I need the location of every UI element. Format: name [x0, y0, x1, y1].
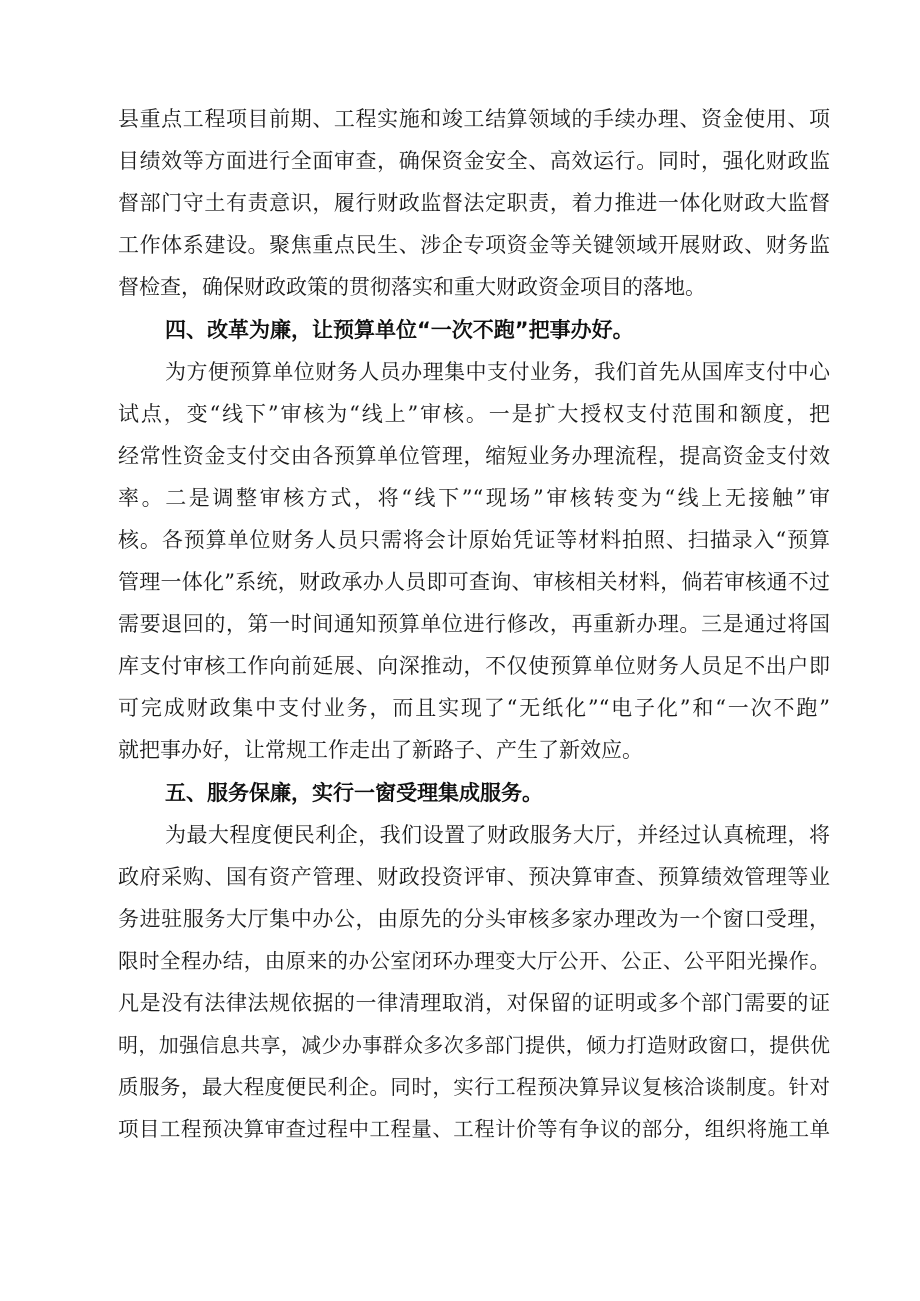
text-line: 督检查，确保财政政策的贯彻落实和重大财政资金项目的落地。 — [118, 275, 706, 299]
text-line: 经常性资金支付交由各预算单位管理，缩短业务办理流程，提高资金支付效 — [118, 444, 830, 468]
text-line: 督部门守土有责意识，履行财政监督法定职责，着力推进一体化财政大监督 — [118, 191, 830, 215]
text-line: 务进驻服务大厅集中办公，由原先的分头审核多家办理改为一个窗口受理， — [118, 907, 830, 931]
section-heading: 五、服务保廉，实行一窗受理集成服务。 — [165, 781, 543, 805]
text-line: 试点，变“线下”审核为“线上”审核。一是扩大授权支付范围和额度，把 — [118, 402, 830, 426]
section-heading: 四、改革为廉，让预算单位“一次不跑”把事办好。 — [165, 318, 634, 342]
text-line: 率。二是调整审核方式，将“线下”“现场”审核转变为“线上无接触”审 — [118, 486, 830, 510]
text-line: 工作体系建设。聚焦重点民生、涉企专项资金等关键领域开展财政、财务监 — [118, 233, 830, 257]
text-line: 明，加强信息共享，减少办事群众多次多部门提供，倾力打造财政窗口，提供优 — [118, 1033, 830, 1057]
text-line: 凡是没有法律法规依据的一律清理取消，对保留的证明或多个部门需要的证 — [118, 991, 830, 1015]
text-line: 县重点工程项目前期、工程实施和竣工结算领域的手续办理、资金使用、项 — [118, 107, 830, 131]
text-line: 目绩效等方面进行全面审查，确保资金安全、高效运行。同时，强化财政监 — [118, 149, 830, 173]
text-line: 库支付审核工作向前延展、向深推动，不仅使预算单位财务人员足不出户即 — [118, 654, 830, 678]
text-line: 限时全程办结，由原来的办公室闭环办理变大厅公开、公正、公平阳光操作。 — [118, 949, 830, 973]
text-line: 为方便预算单位财务人员办理集中支付业务，我们首先从国库支付中心 — [165, 360, 830, 384]
text-line: 核。各预算单位财务人员只需将会计原始凭证等材料拍照、扫描录入“预算 — [118, 528, 830, 552]
text-line: 为最大程度便民利企，我们设置了财政服务大厅，并经过认真梳理，将 — [165, 823, 830, 847]
text-line: 管理一体化”系统，财政承办人员即可查询、审核相关材料，倘若审核通不过 — [118, 570, 830, 594]
text-line: 就把事办好，让常规工作走出了新路子、产生了新效应。 — [118, 738, 643, 762]
text-line: 需要退回的，第一时间通知预算单位进行修改，再重新办理。三是通过将国 — [118, 612, 830, 636]
text-line: 项目工程预决算审查过程中工程量、工程计价等有争议的部分，组织将施工单 — [118, 1117, 830, 1141]
text-line: 可完成财政集中支付业务，而且实现了“无纸化”“电子化”和“一次不跑” — [118, 696, 830, 720]
text-line: 质服务，最大程度便民利企。同时，实行工程预决算异议复核洽谈制度。针对 — [118, 1075, 830, 1099]
text-line: 政府采购、国有资产管理、财政投资评审、预决算审查、预算绩效管理等业 — [118, 865, 830, 889]
